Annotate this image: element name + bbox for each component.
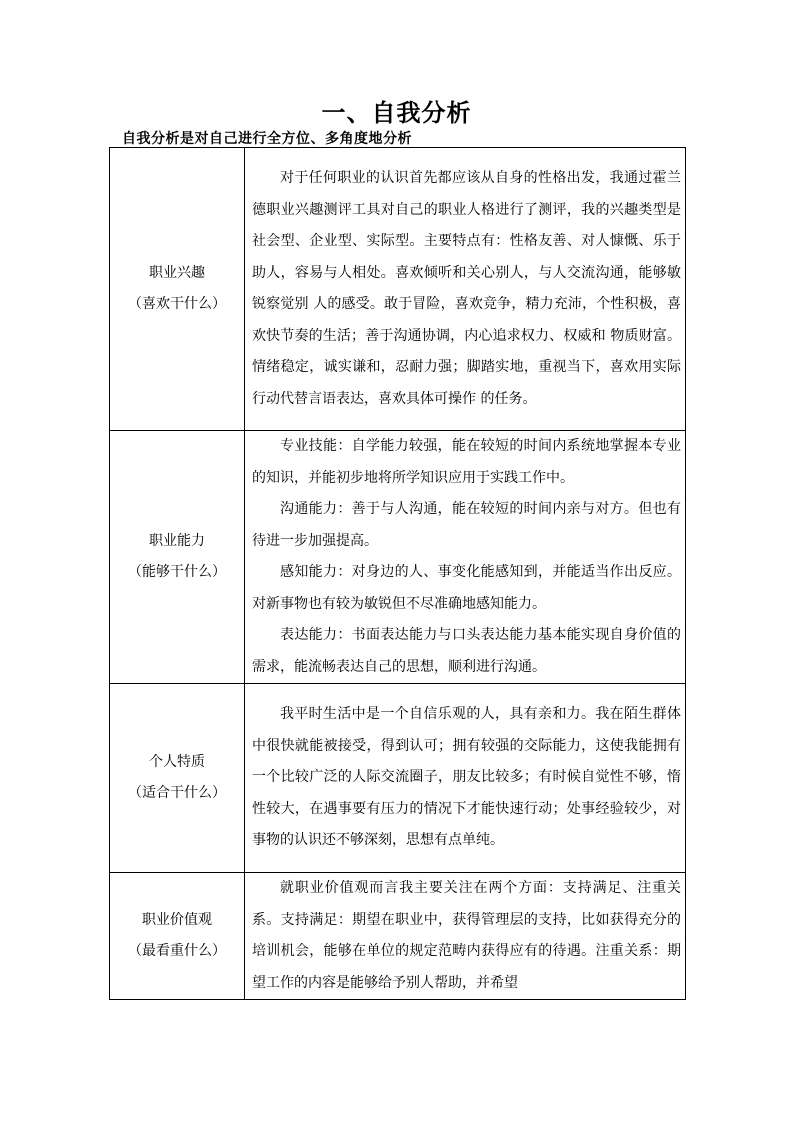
content-paragraph: 沟通能力：善于与人沟通，能在较短的时间内亲与对方。但也有待进一步加强提高。 [252, 501, 681, 549]
row-sublabel: （喜欢干什么） [128, 296, 226, 312]
row-content-cell [245, 148, 686, 431]
self-analysis-table [109, 147, 686, 1000]
row-content-cell [245, 873, 686, 1000]
content-paragraph: 我平时生活中是一个自信乐观的人，具有亲和力。我在陌生群体中很快就能被接受，得到认可；拥有较强的交际能力，这使我能拥有一个比较广泛的人际交流圈子，朋友比较多；有时候自觉性不够，惰性较大，在遇事要有压力的情况下才能快速行动；处事经验较少，对事物的认识还不够深刻，思想有点单纯。 [252, 706, 681, 849]
table-row-personal-traits [110, 684, 686, 873]
content-paragraph: 就职业价值观而言我主要关注在两个方面：支持满足、注重关系。支持满足：期望在职业中，获得管理层的支持，比如获得充分的培训机会，能够在单位的规定范畴内获得应有的待遇。注重关系：期望工作的内容是能够给予别人帮助，并希望 [252, 880, 681, 991]
row-label-cell [110, 684, 245, 873]
row-label-cell [110, 148, 245, 431]
row-sublabel: （适合干什么） [128, 785, 226, 801]
row-sublabel: （最看重什么） [128, 943, 226, 959]
content-paragraph: 对于任何职业的认识首先都应该从自身的性格出发，我通过霍兰德职业兴趣测评工具对自己的职业人格进行了测评，我的兴趣类型是社会型、企业型、实际型。主要特点有：性格友善、对人慷慨、乐于助人，容易与人相处。喜欢倾听和关心别人，与人交流沟通，能够敏锐察觉别 人的感受。敢于冒险，喜欢竞争，精力充沛，个性积极，喜欢快节奏的生活；善于沟通协调，内心追求权力、权威和 物质财富。情绪稳定，诚实谦和，忍耐力强；脚踏实地，重视当下，喜欢用实际行动代替言语表达，喜欢具体可操作 的任务。 [252, 170, 681, 407]
content-paragraph: 表达能力：书面表达能力与口头表达能力基本能实现自身价值的需求，能流畅表达自己的思想，顺利进行沟通。 [252, 627, 681, 675]
row-label: 职业价值观 [142, 912, 212, 928]
content-paragraph: 感知能力：对身边的人、事变化能感知到，并能适当作出反应。对新事物也有较为敏锐但不尽准确地感知能力。 [252, 564, 681, 612]
section-subtitle: 自我分析是对自己进行全方位、多角度地分析 [122, 131, 412, 147]
table-row-career-values [110, 873, 686, 1000]
page-title: 一、自我分析 [321, 99, 472, 127]
row-label-cell [110, 431, 245, 684]
row-label: 个人特质 [149, 754, 205, 770]
table-row-career-ability [110, 431, 686, 684]
row-content-cell [245, 431, 686, 684]
row-sublabel: （能够干什么） [128, 564, 226, 580]
row-content-cell [245, 684, 686, 873]
content-paragraph: 专业技能：自学能力较强，能在较短的时间内系统地掌握本专业的知识，并能初步地将所学知识应用于实践工作中。 [252, 438, 681, 486]
table-row-career-interest [110, 148, 686, 431]
row-label: 职业能力 [149, 533, 205, 549]
row-label: 职业兴趣 [149, 265, 205, 281]
row-label-cell [110, 873, 245, 1000]
